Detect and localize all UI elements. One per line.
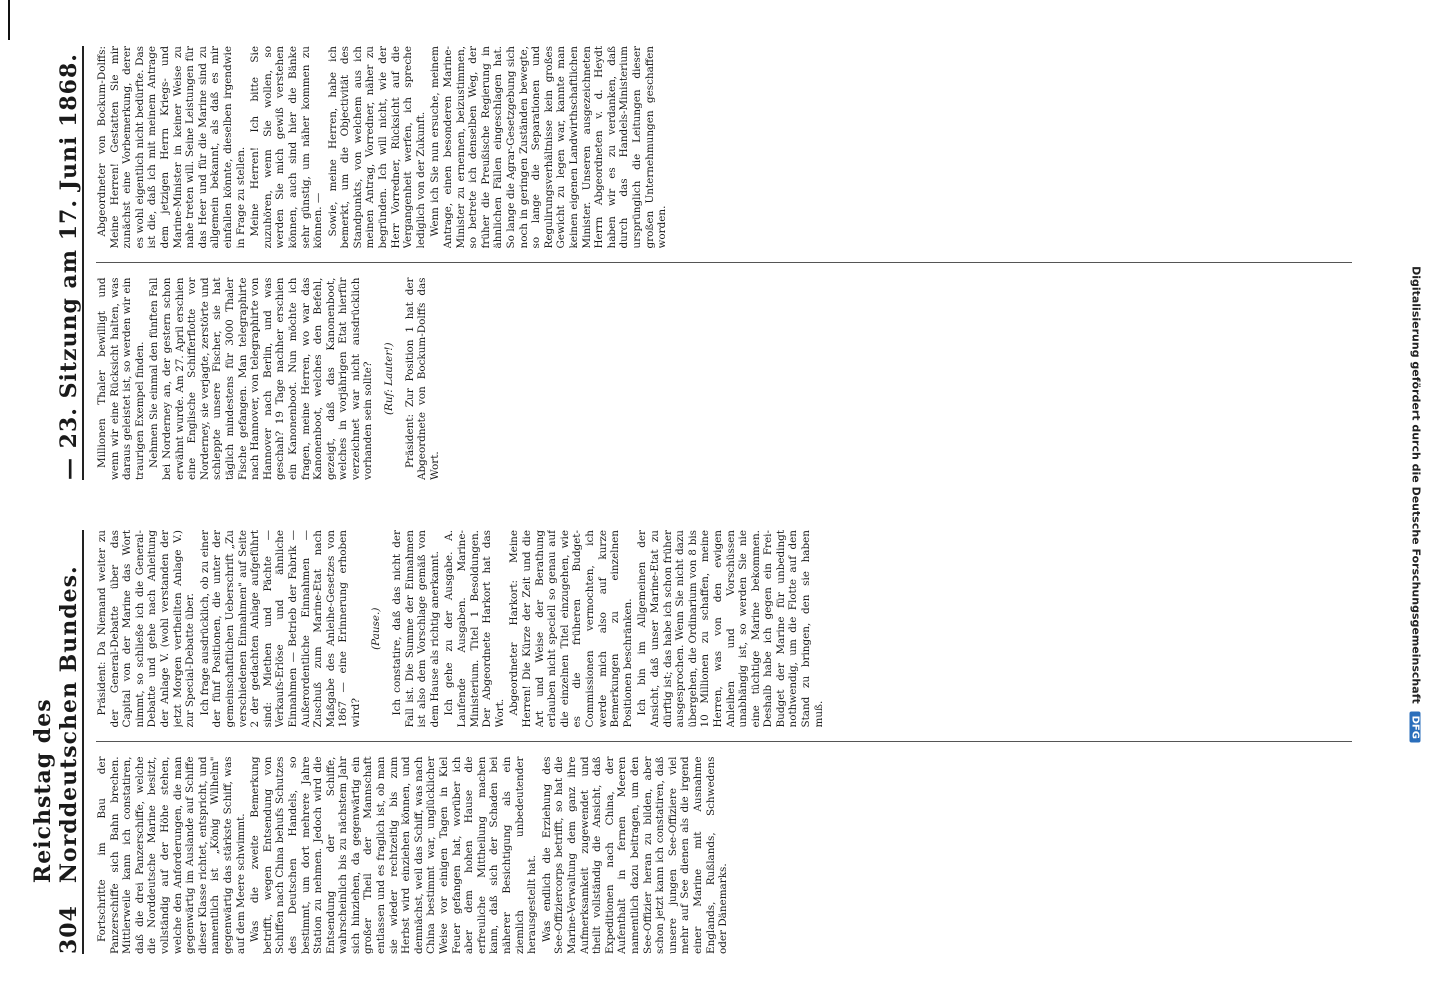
paragraph: Präsident: Zur Position 1 hat der Abgeordnete von Bockum-Dolffs das Wort. bbox=[403, 277, 441, 480]
right-page-header bbox=[48, 46, 84, 480]
column-divider bbox=[96, 742, 1352, 743]
right-page bbox=[0, 0, 1392, 500]
left-column-1 bbox=[96, 757, 1352, 955]
paragraph: Ich gehe zu der Ausgabe. A. Laufende Ausgaben. Marine-Ministerium. Titel 1 Besoldungen. Der Abgeordnete Harkort hat das Wort. bbox=[443, 530, 506, 728]
left-column-2 bbox=[96, 530, 1352, 728]
left-page bbox=[0, 500, 1392, 1000]
paragraph: Meine Herren! Ich bitte Sie zuzuhören, wenn Sie wollen, so werden Sie mich gewiß verstehen können, auch sind hier die Bänke sehr günstig, um näher kommen zu können. — bbox=[249, 46, 325, 249]
interjection-note: (Ruf: Lauter!) bbox=[383, 342, 396, 416]
right-column-2 bbox=[96, 46, 1352, 249]
paragraph: Millionen Thaler bewilligt und wenn wir eine Rücksicht halten, was daraus geleistet ist, so werden wir ein traurigen Exempel finden. bbox=[96, 277, 146, 480]
right-page-columns bbox=[96, 46, 1352, 480]
paragraph: Nehmen Sie einmal den fünften Fall bei Norderney an, der gestern schon erwähnt wurde. Am 27. April erschien eine Englische Schifferflotte vor Norderney, sie verjagte, zerstörte und schleppte unsere Fischer, sie hat täglich mindestens für 3000 Thaler Fische gefangen. Man telegraphirte nach Hannover, von telegraphirte von Hannover nach Berlin, und was geschah? 19 Tage nachher erschien ein Kanonenboot. Nun möchte ich fragen, meine Herren, wo war das Kanonenboot, welches den Befehl, gezeigt, daß das Kanonenboot, welches in vorjährigen Etat hierfür verzeichnet war nicht ausdrücklich vorhanden sein sollte? bbox=[148, 277, 375, 480]
paragraph: Wenn ich Sie nun ersuche, meinem Antrage, einen besonderen Marine-Minister zu ernennen, beizustimmen, so betrete ich denselben Weg, der früher die Preußische Regierung in ähnlichen Fällen eingeschlagen hat. So lange die Agrar-Gesetzgebung sich noch in geringen Zuständen bewegte, so lange die Separationen und Regulirungsverhältnisse kein großes Gewicht zu legen war, kannte man keinen eigenen Landwirthschaftlichen Minister. Unseren ausgezeichneten Herrn Abgeordneten v. d. Heydt haben wir es zu verdanken, daß durch das Handels-Ministerium ursprünglich die Leitungen dieser großen Unternehmungen geschaffen worden. bbox=[429, 46, 669, 249]
left-page-columns bbox=[96, 530, 1352, 954]
pause-note: (Pause.) bbox=[370, 607, 383, 650]
paragraph: Ich bin im Allgemeinen der Ansicht, daß unser Marine-Etat zu dürftig ist; das habe ich schon früher ausgesprochen. Wenn Sie nicht dazu übergehen, die Ordinarium von 8 bis 10 Millionen zu schaffen, meine Herren, was von den ewigen Anleihen und Vorschüssen unabhängig ist, so werden Sie nie eine tüchtige Marine bekommen. Deshalb habe ich gegen ein Frei-Budget der Marine für unbedingt nothwendig, um die Flotte auf den Stand zu bringen, den sie haben muß. bbox=[636, 530, 825, 728]
left-page-header bbox=[30, 530, 84, 954]
page-number: 304 bbox=[56, 905, 82, 954]
running-title-left: Reichstag des Norddeutschen Bundes. bbox=[30, 565, 82, 884]
paragraph: Sowie, meine Herren, habe ich bemerkt, um die Objectivität des Standpunkts, von welchem aus ich meinen Antrag, Vorredner, näher zu begründen. Ich will nicht, wie der Herr Vorredner, Rücksicht auf die Vergangenheit werfen, ich spreche lediglich von der Zukunft. bbox=[326, 46, 427, 249]
paragraph: Präsident: Da Niemand weiter zu der General-Debatte über das Capital von der Marine das Wort nimmt, so schließe ich die General-Debatte und gehe nach Anleitung der Anlage V. (wohl verstanden der jetzt Morgen vertheilten Anlage V.) zur Special-Debatte über. bbox=[96, 530, 197, 728]
paragraph: Fortschritte im Bau der Panzerschiffe sich Bahn brechen. Mittlerweile kann ich constatiren, daß die drei Panzerschiffe, welche die Norddeutsche Marine besitzt, vollständig auf der Höhe stehen, welche den Anforderungen, die man gegenwärtig im Auslande auf Schiffe dieser Klasse richtet, entspricht, und namentlich ist „König Wilhelm" gegenwärtig das stärkste Schiff, was auf dem Meere schwimmt. bbox=[96, 756, 247, 954]
dfg-logo: DFG bbox=[1410, 712, 1421, 743]
column-divider bbox=[96, 263, 1352, 264]
digitization-credit bbox=[1406, 8, 1428, 988]
paragraph: Abgeordneter von Bockum-Dolffs: Meine Herren! Gestatten Sie mir zunächst eine Vorbemerkung, derer es wohl eigentlich nicht bedürfte. Das ist die, daß ich mit meinem Antrage dem jetzigen Herrn Kriegs- und Marine-Minister in keiner Weise zu nahe treten will. Seine Leistungen für das Heer und für die Marine sind zu allgemein bekannt, als daß es mir einfallen könnte, dieselben irgendwie in Frage zu stellen. bbox=[96, 46, 247, 249]
paragraph: Abgeordneter Harkort: Meine Herren! Die Kürze der Zeit und die Art und Weise der Berathung erlauben nicht speciell so genau auf die einzelnen Titel einzugehen, wie es die früheren Budget-Commissionen vermochten, ich werde mich also auf kurze Bemerkungen zu einzelnen Positionen beschränken. bbox=[508, 530, 634, 728]
paragraph: Was endlich die Erziehung des See-Offiziercorps betrifft, so hat die Marine-Verwaltung dem ganz ihre Aufmerksamkeit zugewendet und theilt vollständig die Ansicht, daß Expeditionen nach China, der Aufenthalt in fernen Meeren namentlich dazu beitragen, um den See-Offizier heran zu bilden, aber schon jetzt kann ich constatiren, daß unsere jungen See-Offiziere viel mehr auf See dienen als die irgend einer Marine mit Ausnahme Englands, Rußlands, Schwedens oder Dänemarks. bbox=[540, 756, 730, 954]
paragraph: Was die zweite Bemerkung betrifft, wegen Entsendung von Schiffen nach China behufs Schutzes des Deutschen Handels, so bestimmt, um dort mehrere Jahre Station zu nehmen. Jedoch wird die Entsendung der Schiffe, wahrscheinlich bis zu nächstem Jahr sich hinziehen, da gegenwärtig ein großer Theil der Mannschaft entlassen und es fraglich ist, ob man sie wieder rechtzeitig bis zum Herbst wird einziehen können, und demnächst, weil das Schiff, was nach China bestimmt war, unglücklicher Weise vor einigen Tagen in Kiel Feuer gefangen hat, worüber ich aber dem hohen Hause die erfreuliche Mittheilung machen kann, daß sich der Schaden bei näherer Besichtigung als ein ziemlich unbedeutender herausgestellt hat. bbox=[249, 756, 539, 954]
running-title-right: — 23. Sitzung am 17. Juni 1868. bbox=[56, 53, 82, 480]
credit-text: Digitalisierung gefördert durch die Deutsche Forschungsgemeinschaft bbox=[1409, 266, 1423, 704]
paragraph: Ich frage ausdrücklich, ob zu einer der fünf Positionen, die unter der gemeinschaftlichen Ueberschrift „Zu verschiedenen Einnahmen" auf Seite 2 der gedachten Anlage aufgeführt sind: Miethen und Pächte — Verkaufs-Erlöse und ähnliche Einnahmen — Betrieb der Fabrik — Außerordentliche Einnahmen — Zuschuß zum Marine-Etat nach Maßgabe des Anleihe-Gesetzes von 1867 — eine Erinnerung erhoben wird? bbox=[198, 530, 362, 728]
right-column-1 bbox=[96, 278, 1352, 481]
paragraph: Ich constatire, daß das nicht der Fall ist. Die Summe der Einnahmen ist also dem Vorschlage gemäß von dem Hause als richtig anerkannt. bbox=[391, 530, 441, 728]
